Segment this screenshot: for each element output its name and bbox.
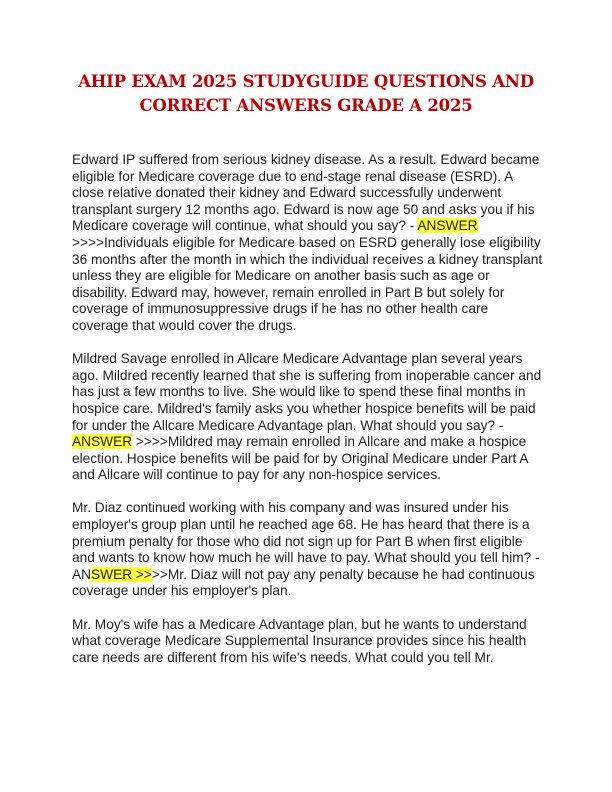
answer-highlight: ANSWER [417, 218, 478, 234]
question-paragraph-1 [72, 152, 544, 335]
title-line-1: AHIP EXAM 2025 STUDYGUIDE QUESTIONS AND [78, 72, 534, 91]
answer-text: >>Mr. Diaz will not pay any penalty because he had continuous coverage under his employer's plan. [72, 566, 535, 599]
question-paragraph-3 [72, 500, 544, 600]
question-text: Edward IP suffered from serious kidney disease. As a result. Edward became eligible for Medicare coverage due to end-stage renal disease (ESRD). A close relative donated their kidney and Edward successfully underwent transplant surgery 12 months ago. Edward is now age 50 and asks you if his Medicare coverage will continue, what should you say? - [72, 152, 540, 234]
question-paragraph-4 [72, 617, 544, 667]
document-title [60, 70, 552, 118]
answer-highlight: SWER >> [91, 566, 152, 582]
question-paragraph-2 [72, 351, 544, 484]
question-text: Mr. Diaz continued working with his company and was insured under his employer's group plan until he reached age 68. He has heard that there is a premium penalty for those who did not sign up for Part B when first eligible and wants to know how much he will have to pay. What should you tell him? - AN [72, 500, 540, 582]
answer-highlight: ANSWER [72, 434, 133, 450]
question-text: Mildred Savage enrolled in Allcare Medicare Advantage plan several years ago. Mildred recently learned that she is suffering from inoperable cancer and has just a few months to live. She would like to spend these final months in hospice care. Mildred's family asks you whether hospice benefits will be paid for under the Allcare Medicare Advantage plan. What should you say? - [72, 351, 542, 433]
answer-text: >>>>Mildred may remain enrolled in Allcare and make a hospice election. Hospice benefits will be paid for by Original Medicare under Part A and Allcare will continue to pay for any non-hospice services. [72, 434, 528, 483]
title-line-2: CORRECT ANSWERS GRADE A 2025 [139, 96, 473, 115]
question-text: Mr. Moy's wife has a Medicare Advantage plan, but he wants to understand what coverage Medicare Supplemental Insurance provides since his health care needs are different from his wife's needs. What could you tell Mr. [72, 616, 527, 665]
document-body [72, 152, 544, 683]
answer-text: >>>>Individuals eligible for Medicare based on ESRD generally lose eligibility 36 months after the month in which the individual receives a kidney transplant unless they are eligible for Medicare on another basis such as age or disability. Edward may, however, remain enrolled in Part B but solely for coverage of immunosuppressive drugs if he has no other health care coverage that would cover the drugs. [72, 234, 543, 333]
